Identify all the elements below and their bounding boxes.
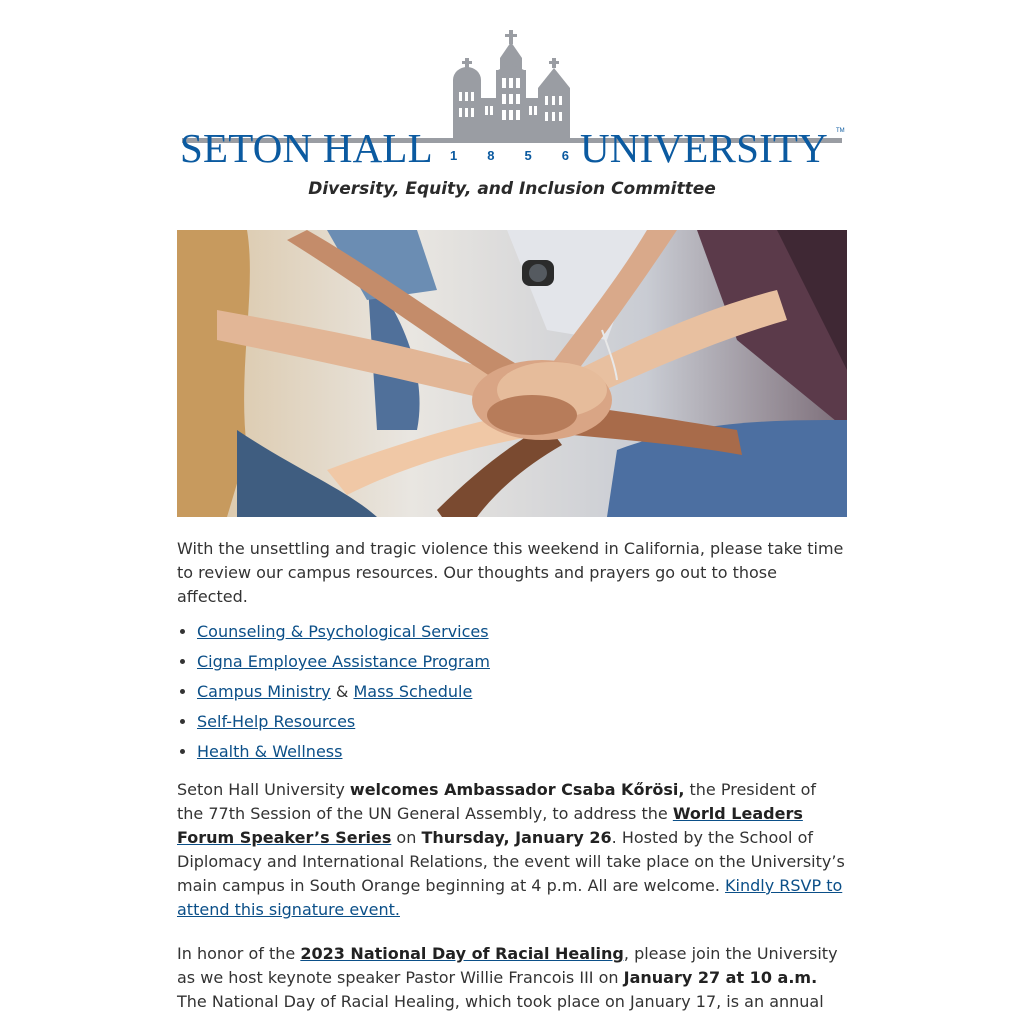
hero-image (177, 230, 847, 517)
logo-trademark: TM (836, 128, 845, 134)
text-span: In honor of the (177, 944, 301, 963)
racial-healing-link[interactable]: 2023 National Day of Racial Healing (300, 944, 624, 963)
self-help-link[interactable]: Self-Help Resources (197, 712, 356, 731)
resource-list (177, 620, 847, 764)
text-span: , please join the University as we host keynote speaker Pastor Willie Francois III on (177, 944, 838, 987)
ampersand: & (335, 682, 349, 701)
health-wellness-link[interactable]: Health & Wellness (197, 742, 343, 761)
seton-hall-logo[interactable] (180, 28, 845, 171)
keynote-date: January 27 at 10 a.m. (623, 968, 818, 987)
counseling-link[interactable]: Counseling & Psychological Services (197, 622, 489, 641)
racial-healing-paragraph (177, 942, 847, 1014)
list-item (197, 620, 847, 644)
rsvp-link[interactable]: Kindly RSVP to attend this signature event. (177, 876, 843, 919)
logo-wordmark-left: SETON HALL (180, 125, 433, 171)
church-icon (450, 28, 574, 138)
list-item (197, 740, 847, 764)
logo-year: 1856 (450, 148, 599, 163)
stacked-hands-photo (177, 230, 847, 517)
ambassador-name: welcomes Ambassador Csaba Kőrösi, (349, 780, 685, 799)
text-span: The National Day of Racial Healing, which took place on January 17, is an annual (177, 992, 824, 1011)
list-item (197, 650, 847, 674)
text-span: Seton Hall University (177, 780, 350, 799)
campus-ministry-link[interactable]: Campus Ministry (197, 682, 331, 701)
email-body (177, 537, 847, 1014)
text-span: on (391, 828, 422, 847)
event-date: Thursday, January 26 (421, 828, 612, 847)
cigna-eap-link[interactable]: Cigna Employee Assistance Program (197, 652, 490, 671)
committee-title: Diversity, Equity, and Inclusion Committee (308, 179, 716, 199)
mass-schedule-link[interactable]: Mass Schedule (353, 682, 473, 701)
ambassador-paragraph (177, 778, 847, 922)
world-leaders-forum-link[interactable]: World Leaders Forum Speaker’s Series (177, 804, 803, 847)
logo-wordmark-right: UNIVERSITY (580, 125, 828, 171)
list-item (197, 710, 847, 734)
list-item (197, 680, 847, 704)
text-span: the President of the 77th Session of the UN General Assembly, to address the (177, 780, 816, 823)
intro-paragraph: With the unsettling and tragic violence this weekend in California, please take time to review our campus resources. Our thoughts and prayers go out to those affected. (177, 539, 844, 606)
text-span: . Hosted by the School of Diplomacy and International Relations, the event will take place on the University’s main campus in South Orange beginning at 4 p.m. All are welcome. (177, 828, 845, 895)
